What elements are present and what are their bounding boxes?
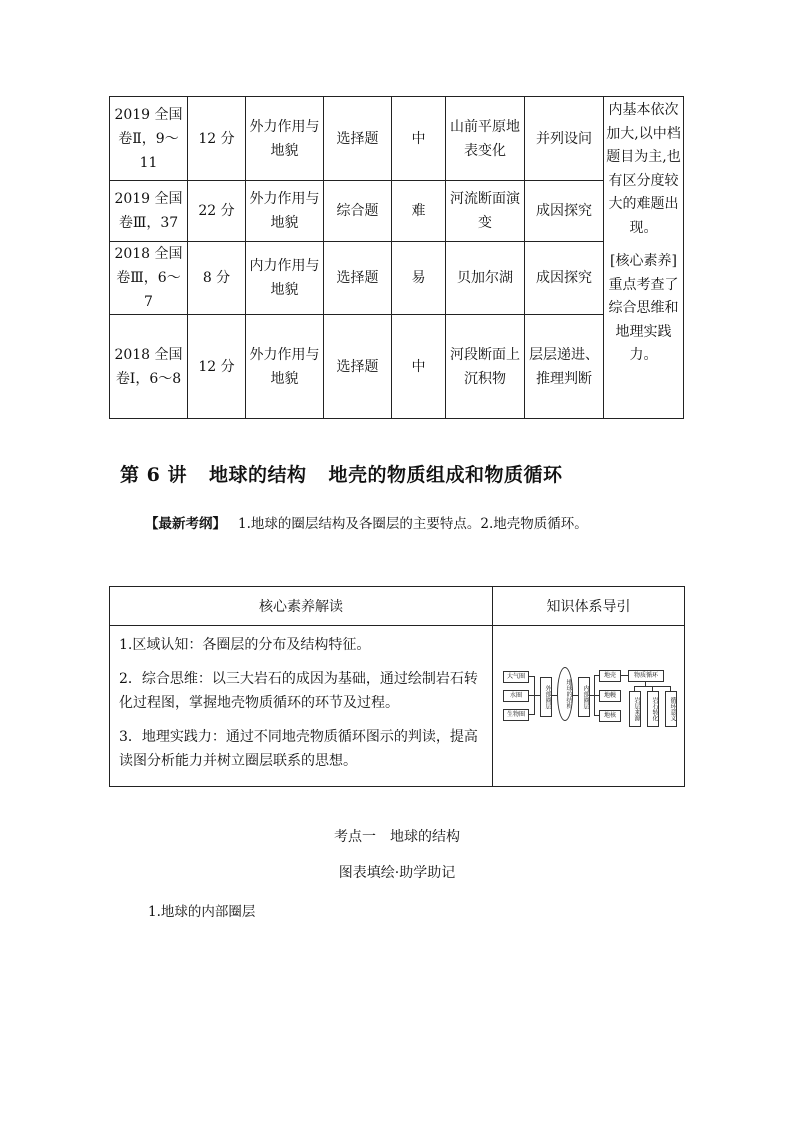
material-cell: 河流断面演变: [446, 181, 525, 242]
topic-cell: 外力作用与地貌: [246, 315, 324, 419]
connector-line: [620, 675, 628, 676]
syllabus-line: [145, 512, 588, 532]
core-literacy-note: [核心素养]重点考查了综合思维和地理实践力。: [608, 253, 679, 363]
difficulty-cell: 易: [392, 242, 446, 315]
diagram-core-box: 地核: [599, 710, 621, 722]
material-cell: 山前平原地表变化: [446, 97, 525, 181]
method-cell: 成因探究: [525, 181, 604, 242]
diagram-crust-box: 地壳: [599, 670, 621, 682]
subsection-item: 1.地球的内部圈层: [148, 904, 256, 920]
difficulty-cell: 难: [392, 181, 446, 242]
score-cell: 12 分: [188, 315, 246, 419]
knowledge-guide-header: 知识体系导引: [493, 587, 685, 626]
competency-item: 1.区域认知：各圈层的分布及结构特征。: [119, 637, 371, 653]
method-cell: 层层递进、推理判断: [525, 315, 604, 419]
diagram-rock-transformation-box: 岩石转化: [647, 691, 659, 727]
source-cell: 2018 全国卷Ⅰ，6～8: [110, 315, 188, 419]
diagram-hydrosphere-box: 水圈: [503, 690, 529, 702]
difficulty-cell: 中: [392, 97, 446, 181]
topic-cell: 内力作用与地貌: [246, 242, 324, 315]
table-header-row: [110, 587, 685, 626]
competency-cell: [110, 626, 493, 787]
competency-table: [109, 586, 685, 787]
score-cell: 12 分: [188, 97, 246, 181]
table-row: [110, 97, 684, 181]
section-heading: 考点一 地球的结构: [334, 829, 460, 845]
method-cell: 成因探究: [525, 242, 604, 315]
type-cell: 选择题: [324, 315, 392, 419]
lecture-title-part-a: 地球的结构: [208, 464, 307, 486]
diagram-inner-layers-box: 内部圈层: [578, 677, 590, 717]
competency-item: 2．综合思维：以三大岩石的成因为基础，通过绘制岩石转化过程图，掌握地壳物质循环的环节及过程。: [119, 671, 478, 711]
source-cell: 2019 全国卷Ⅱ，9～11: [110, 97, 188, 181]
score-cell: 22 分: [188, 181, 246, 242]
score-cell: 8 分: [188, 242, 246, 315]
diagram-mantle-box: 地幔: [599, 690, 621, 702]
section-subheading: 图表填绘·助学助记: [338, 865, 456, 881]
competency-header: 核心素养解读: [110, 587, 493, 626]
type-cell: 选择题: [324, 242, 392, 315]
lecture-title-part-b: 地壳的物质组成和物质循环: [328, 464, 563, 486]
competency-item: 3．地理实践力：通过不同地壳物质循环图示的判读，提高读图分析能力并树立圈层联系的思想。: [119, 729, 478, 769]
diagram-atmosphere-box: 大气圈: [503, 671, 529, 683]
diagram-earth-structure-ellipse: 地球的结构: [557, 667, 573, 721]
topic-cell: 外力作用与地貌: [246, 97, 324, 181]
diagram-rock-source-box: 岩层来源: [629, 691, 641, 727]
diagram-material-cycle-box: 物质循环: [628, 670, 664, 682]
table-row: [110, 626, 685, 787]
knowledge-diagram-cell: [493, 626, 685, 787]
source-cell: 2018 全国卷Ⅲ，6～7: [110, 242, 188, 315]
type-cell: 选择题: [324, 97, 392, 181]
diagram-outer-layers-box: 外部圈层: [540, 677, 552, 717]
source-cell: 2019 全国卷Ⅲ，37: [110, 181, 188, 242]
table-row: [110, 242, 684, 315]
material-cell: 贝加尔湖: [446, 242, 525, 315]
material-cell: 河段断面上沉积物: [446, 315, 525, 419]
difficulty-cell: 中: [392, 315, 446, 419]
topic-cell: 外力作用与地貌: [246, 181, 324, 242]
method-cell: 并列设问: [525, 97, 604, 181]
exam-analysis-table: [109, 96, 684, 419]
knowledge-system-diagram: [503, 665, 683, 745]
type-cell: 综合题: [324, 181, 392, 242]
table-row: [110, 315, 684, 419]
lecture-number: 第 6 讲: [120, 464, 187, 486]
diagram-cycle-significance-box: 循环意义: [665, 691, 677, 727]
lecture-title: [120, 460, 562, 487]
syllabus-label: 【最新考纲】: [145, 516, 226, 532]
table-row: [110, 181, 684, 242]
diagram-biosphere-box: 生物圈: [503, 709, 529, 721]
analysis-note-cell: [604, 97, 684, 419]
analysis-note-text: 内基本依次加大,以中档题目为主,也有区分度较大的难题出现。: [606, 102, 681, 236]
syllabus-text: 1.地球的圈层结构及各圈层的主要特点。2.地壳物质循环。: [238, 516, 588, 532]
